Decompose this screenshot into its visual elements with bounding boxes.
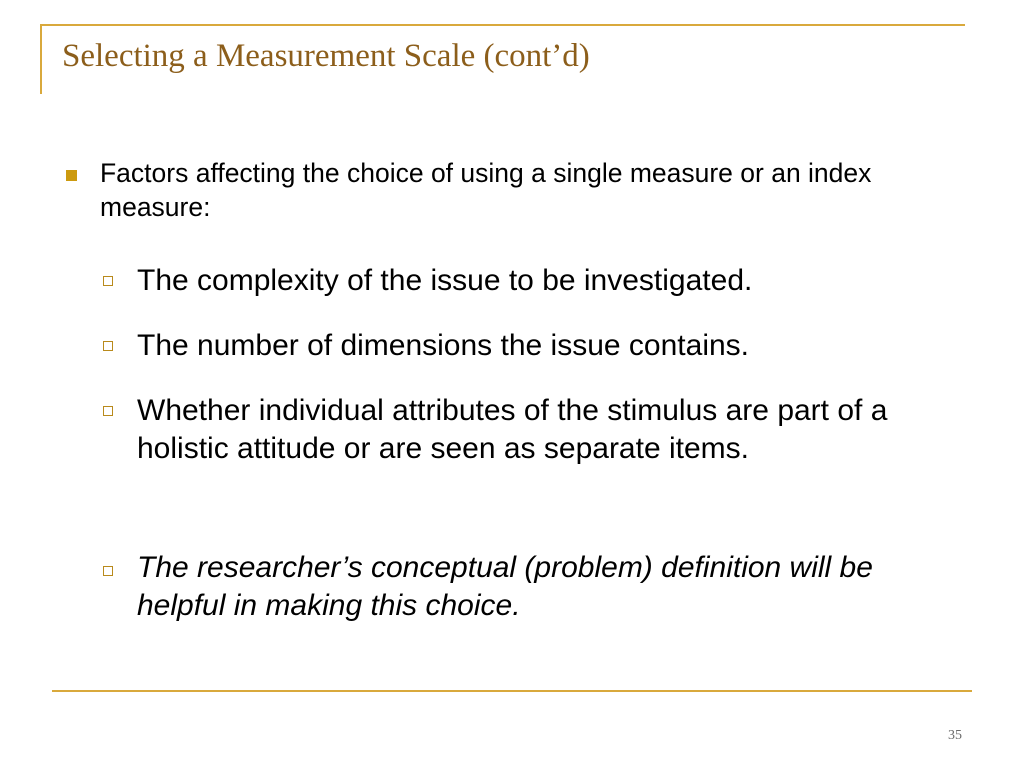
title-frame-left-line (40, 24, 42, 94)
main-bullet-text: Factors affecting the choice of using a single measure or an index measure: (100, 158, 872, 222)
hollow-square-bullet-icon (103, 276, 113, 286)
sub-bullet-text-3: Whether individual attributes of the stimulus are part of a holistic attitude or are seen as separate items. (137, 394, 888, 465)
sub-bullet-text-4: The researcher’s conceptual (problem) definition will be helpful in making this choice. (137, 551, 873, 622)
sub-bullet-text-1: The complexity of the issue to be investigated. (137, 264, 753, 297)
slide-title: Selecting a Measurement Scale (cont’d) (62, 38, 590, 74)
hollow-square-bullet-icon (103, 406, 113, 416)
hollow-square-bullet-icon (103, 566, 113, 576)
hollow-square-bullet-icon (103, 341, 113, 351)
footer-divider (52, 690, 972, 692)
title-frame-top-line (40, 24, 965, 26)
sub-bullet-text-2: The number of dimensions the issue contains. (137, 329, 749, 362)
square-bullet-icon (66, 170, 77, 181)
page-number: 35 (948, 728, 962, 743)
